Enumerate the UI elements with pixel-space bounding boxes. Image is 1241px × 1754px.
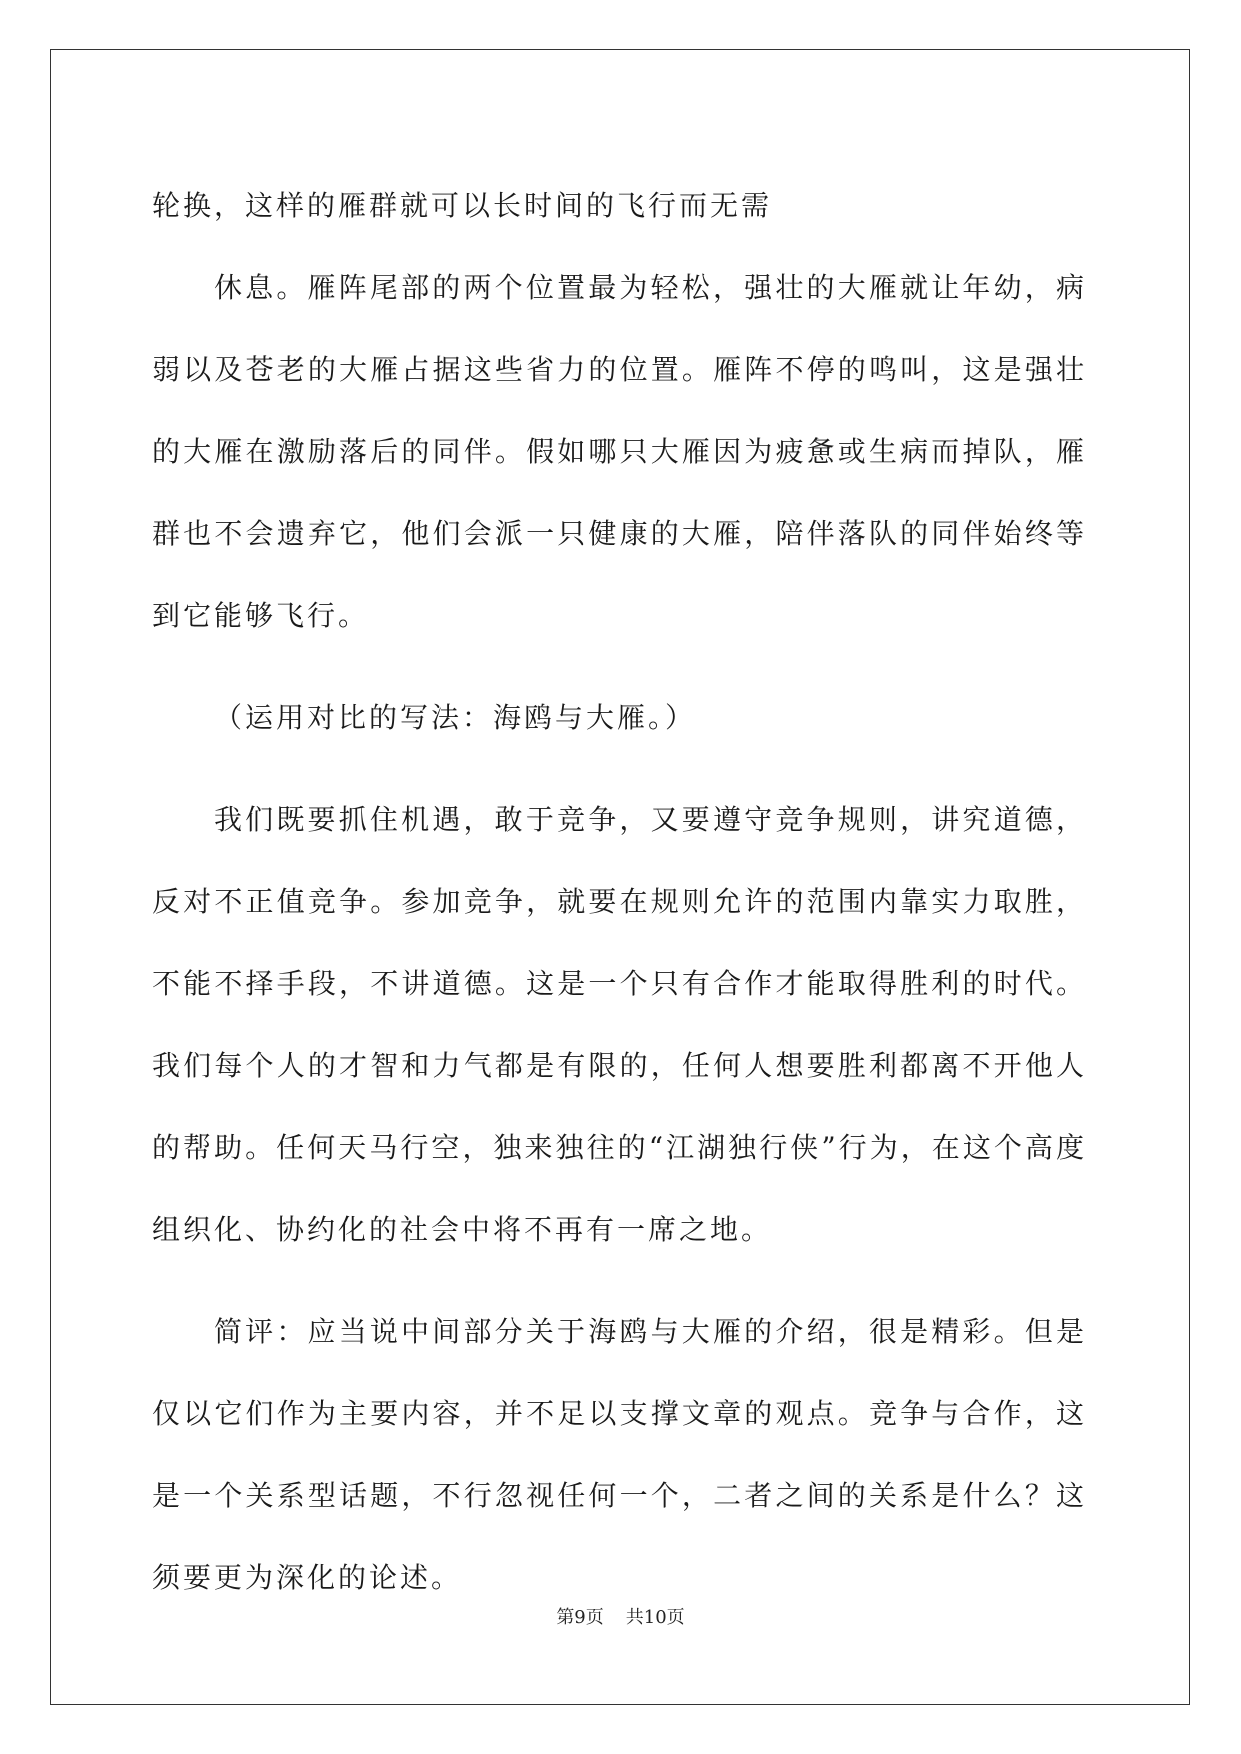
paragraph-geese-rest: 休息。雁阵尾部的两个位置最为轻松，强壮的大雁就让年幼，病弱以及苍老的大雁占据这些省力的位置。雁阵不停的鸣叫，这是强壮的大雁在激励落后的同伴。假如哪只大雁因为疲惫或生病而掉队，雁群也不会遗弃它，他们会派一只健康的大雁，陪伴落队的同伴始终等到它能够飞行。 xyxy=(152,271,1087,632)
page-footer xyxy=(0,1603,1241,1629)
page-number: 第9页 xyxy=(556,1607,604,1628)
paragraph-note: （运用对比的写法：海鸥与大雁。） xyxy=(214,701,697,734)
paragraph-competition: 我们既要抓住机遇，敢于竞争，又要遵守竞争规则，讲究道德，反对不正值竞争。参加竞争，就要在规则允许的范围内靠实力取胜，不能不择手段，不讲道德。这是一个只有合作才能取得胜利的时代。我们每个人的才智和力气都是有限的，任何人想要胜利都离不开他人的帮助。任何天马行空，独来独往的“江湖独行侠”行为，在这个高度组织化、协约化的社会中将不再有一席之地。 xyxy=(152,803,1087,1246)
paragraph-continuation: 轮换，这样的雁群就可以长时间的飞行而无需 xyxy=(152,189,773,222)
document-body xyxy=(152,165,1087,1639)
page-total: 共10页 xyxy=(625,1607,685,1628)
paragraph-review: 简评：应当说中间部分关于海鸥与大雁的介绍，很是精彩。但是仅以它们作为主要内容，并不足以支撑文章的观点。竞争与合作，这是一个关系型话题，不行忽视任何一个，二者之间的关系是什么？这须要更为深化的论述。 xyxy=(152,1315,1087,1594)
